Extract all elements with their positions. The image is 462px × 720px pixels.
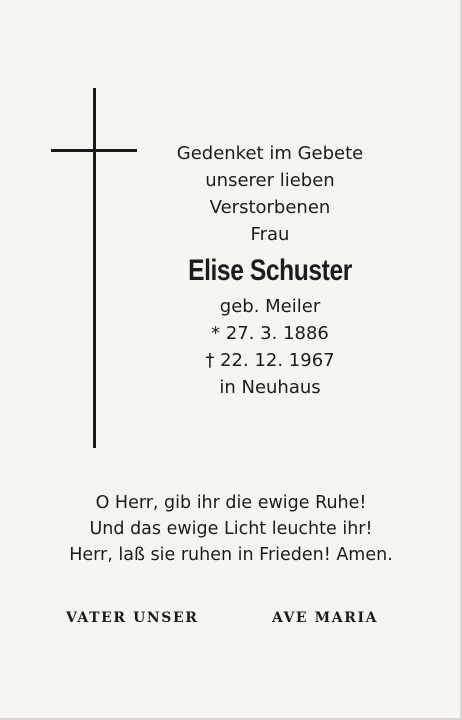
- prayer-text: [0, 490, 462, 568]
- memorial-notice: [150, 140, 390, 401]
- footer-ave-maria: AVE MARIA: [272, 610, 379, 626]
- birth-date: * 27. 3. 1886: [211, 323, 329, 344]
- notice-line-1: Gedenket im Gebete: [176, 143, 364, 164]
- cross-icon-horizontal: [51, 149, 137, 152]
- notice-line-2: unserer lieben: [205, 170, 335, 191]
- place: in Neuhaus: [219, 377, 321, 398]
- death-date: † 22. 12. 1967: [205, 350, 335, 371]
- notice-title: Frau: [250, 224, 290, 245]
- prayer-line-1: O Herr, gib ihr die ewige Ruhe!: [95, 493, 367, 513]
- cross-icon-vertical: [93, 88, 96, 448]
- birth-name: geb. Meiler: [219, 296, 321, 317]
- notice-line-3: Verstorbenen: [209, 197, 331, 218]
- footer-vater-unser: VATER UNSER: [66, 610, 199, 626]
- prayer-line-3: Herr, laß sie ruhen in Frieden! Amen.: [69, 545, 393, 565]
- deceased-name: Elise Schuster: [188, 254, 352, 287]
- prayer-line-2: Und das ewige Licht leuchte ihr!: [89, 519, 373, 539]
